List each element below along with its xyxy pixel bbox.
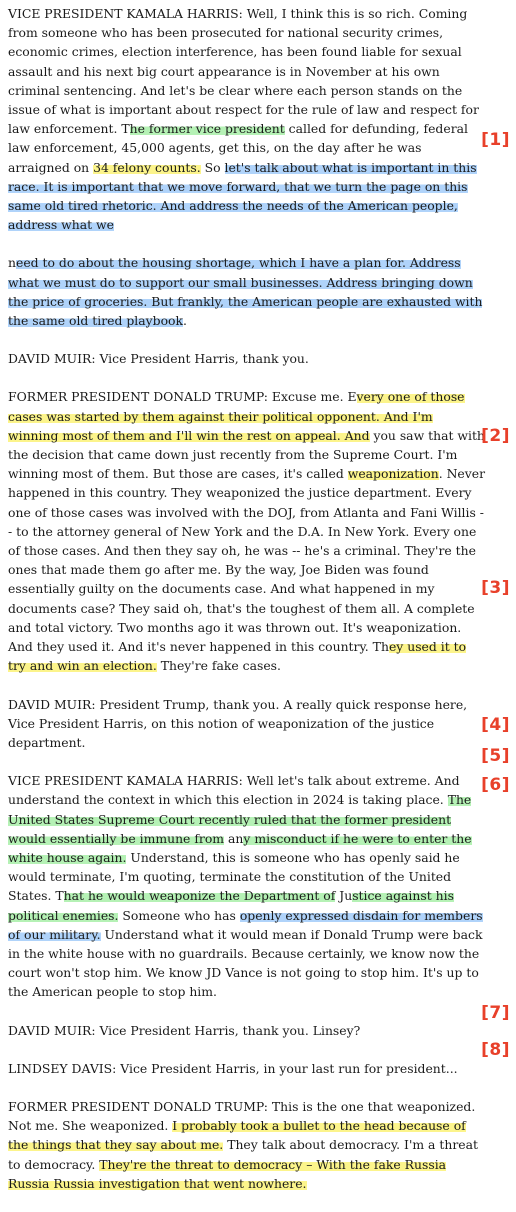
text-run: .: [183, 313, 187, 329]
text-run: . Never happened in this country. They weaponized the justice department. Every one of those cases was involved with the DOJ, from Atlanta and Fani Willis -- to the attorney general of New York and the D.A. In New York. Every one of those cases. And then they say oh, he was -- he's a criminal. They're the ones that made them go after me. By the way, Joe Biden was found essentially guilty on the documents case. And what happened in my documents case? They said oh, that's the toughest of them all. A complete and total victory. Two months ago it was thrown out. It's weaponization. And they used it. And it's never happened in this country. Th: [8, 466, 486, 655]
text-run: LINDSEY DAVIS: Vice President Harris, in your last run for president...: [8, 1060, 458, 1076]
green-highlight: hat he would weaponize the Department of: [63, 888, 336, 904]
text-run: Understand what it would mean if Donald Trump were back in the white house with no guardrails. Because certainly, we know now the court won't stop him. We know JD Vance is not going to stop him. It's up to the American people to stop him.: [8, 926, 483, 1000]
footnote-marker-1: [1]: [481, 130, 510, 150]
footnote-marker-3: [3]: [481, 578, 510, 598]
text-run: FORMER PRESIDENT DONALD TRUMP: Excuse me. E: [8, 389, 357, 405]
text-run: FORMER PRESIDENT DONALD TRUMP: This is the one that weaponized. Not me. She weaponized.: [8, 1098, 476, 1134]
transcript-paragraph: [8, 771, 486, 1001]
footnote-marker-2: [2]: [481, 426, 510, 446]
footnote-marker-7: [7]: [481, 1003, 510, 1023]
green-highlight: stice against his political enemies.: [8, 888, 454, 923]
text-run: VICE PRESIDENT KAMALA HARRIS: Well let's talk about extreme. And understand the context in which this election in 2024 is taking place.: [8, 773, 460, 808]
transcript-paragraph: [8, 387, 486, 675]
yellow-highlight: They're the threat to democracy – With the fake Russia Russia Russia investigation that went nowhere.: [8, 1156, 447, 1191]
transcript-paragraph: [8, 349, 486, 368]
text-run: an: [224, 830, 244, 846]
text-run: DAVID MUIR: President Trump, thank you. A really quick response here, Vice President Harris, on this notion of weaponization of the justice department.: [8, 696, 468, 750]
text-run: you saw that with the decision that came down just recently from the Supreme Court. I'm winning most of them. But those are cases, it's called: [8, 427, 485, 482]
transcript-paragraph: [8, 695, 486, 753]
green-highlight: y misconduct if he were to enter the white house again.: [8, 830, 472, 865]
text-run: They're fake cases.: [156, 658, 281, 674]
text-run: Someone who has: [118, 907, 240, 923]
transcript-paragraph: [8, 1097, 486, 1193]
yellow-highlight: 34 felony counts.: [93, 159, 201, 175]
transcript-paragraph: [8, 253, 486, 330]
green-highlight: he former vice president: [129, 121, 285, 137]
blue-highlight: let's talk about what is important in this race. It is important that we move forward, that we turn the page on this same old tired rhetoric. And address the needs of the American people, address what we: [8, 159, 477, 233]
blue-highlight: eed to do about the housing shortage, which I have a plan for. Address what we must do to support our small businesses. Address bringing down the price of groceries. But frankly, the American people are exhausted with the same old tired playbook: [8, 255, 483, 329]
yellow-highlight: very one of those cases was started by them against their political opponent. And I'm winning most of them and I'll win the rest on appeal. And: [8, 389, 465, 443]
text-run: DAVID MUIR: Vice President Harris, thank you. Linsey?: [8, 1022, 361, 1038]
yellow-highlight: weaponization: [347, 466, 439, 482]
text-run: They talk about democracy. I'm a threat to democracy.: [8, 1137, 478, 1172]
text-run: So: [200, 159, 225, 175]
text-run: VICE PRESIDENT KAMALA HARRIS: Well, I think this is so rich. Coming from someone who has been prosecuted for national security crimes, economic crimes, election interference, has been found liable for sexual assault and his next big court appearance is in November at his own criminal sentencing. And let's be clear where each person stands on the issue of what is important about respect for the rule of law and respect for law enforcement. T: [8, 6, 479, 137]
text-run: called for defunding, federal law enforcement, 45,000 agents, get this, on the day after he was arraigned on: [8, 121, 468, 175]
yellow-highlight: I probably took a bullet to the head because of the things that they say about me.: [8, 1118, 466, 1153]
yellow-highlight: ey used it to try and win an election.: [8, 639, 467, 674]
transcript-paragraph: [8, 1021, 486, 1040]
green-highlight: The United States Supreme Court recently ruled that the former president would essentially be immune from: [8, 792, 472, 846]
footnote-marker-6: [6]: [481, 775, 510, 795]
text-run: n: [8, 255, 16, 271]
footnote-marker-5: [5]: [481, 746, 510, 766]
transcript-paragraph: [8, 4, 486, 234]
footnote-marker-8: [8]: [481, 1040, 510, 1060]
text-run: Understand, this is someone who has openly said he would terminate, I'm quoting, terminate the constitution of the United States. T: [8, 849, 460, 904]
text-run: Ju: [335, 888, 353, 904]
transcript-paragraph: [8, 1059, 486, 1078]
text-run: DAVID MUIR: Vice President Harris, thank you.: [8, 351, 309, 367]
footnote-marker-4: [4]: [481, 715, 510, 735]
blue-highlight: openly expressed disdain for members of our military.: [8, 907, 483, 942]
